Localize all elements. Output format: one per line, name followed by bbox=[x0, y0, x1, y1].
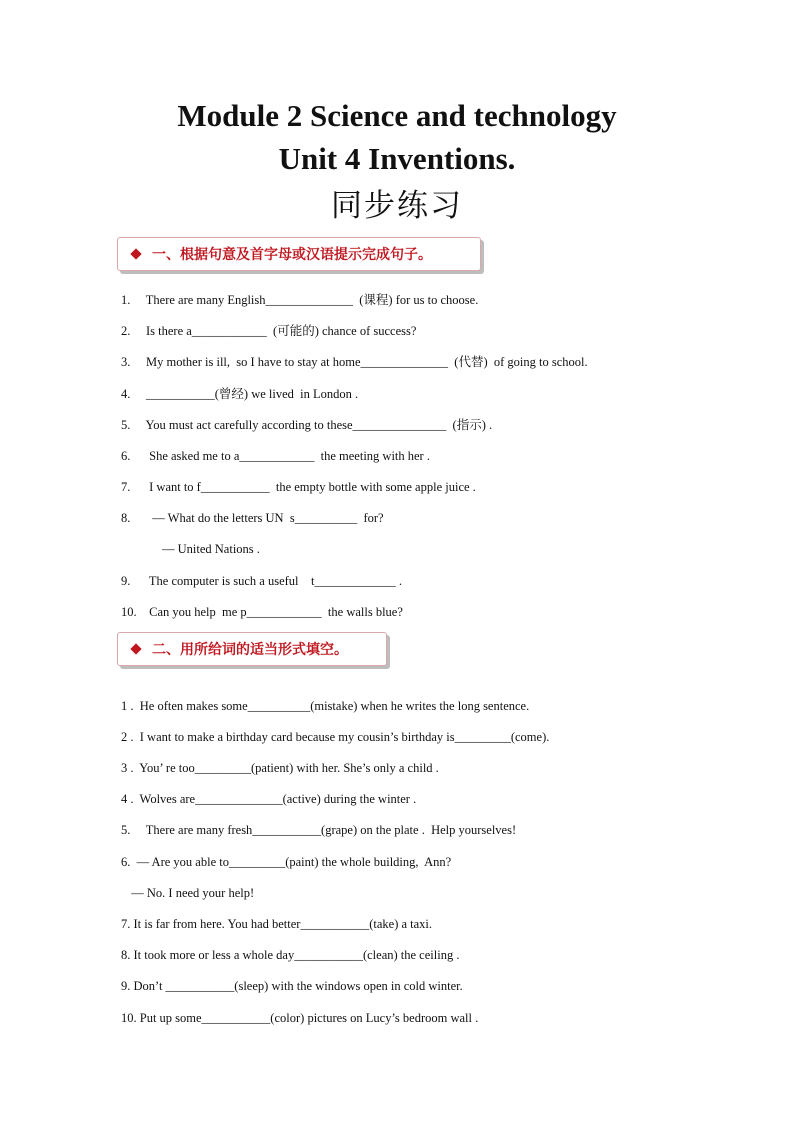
s1-question-2: 2. Is there a____________ (可能的) chance of success? bbox=[121, 324, 417, 338]
s1-question-7: 7. I want to f___________ the empty bottle with some apple juice . bbox=[121, 480, 476, 494]
s1-question-6: 6. She asked me to a____________ the meeting with her . bbox=[121, 449, 430, 463]
s2-question-7: 7. It is far from here. You had better___________(take) a taxi. bbox=[121, 917, 433, 931]
title-practice: 同步练习 bbox=[331, 188, 463, 224]
s2-question-8: 8. It took more or less a whole day___________(clean) the ceiling . bbox=[121, 948, 460, 962]
section-2-heading-text: 二、用所给词的适当形式填空。 bbox=[152, 642, 348, 658]
s2-question-9: 9. Don’t ___________(sleep) with the windows open in cold winter. bbox=[121, 979, 463, 993]
s2-question-6-answer: — No. I need your help! bbox=[125, 886, 255, 900]
s1-question-8: 8. — What do the letters UN s__________ for? bbox=[121, 511, 384, 525]
s1-question-10: 10. Can you help me p____________ the walls blue? bbox=[121, 605, 403, 619]
s1-question-5: 5. You must act carefully according to these_______________ (指示) . bbox=[121, 418, 493, 432]
diamond-bullet-icon bbox=[130, 248, 141, 259]
s1-question-4: 4. ___________(曾经) we lived in London . bbox=[121, 387, 359, 401]
s2-question-2: 2 . I want to make a birthday card because my cousin’s birthday is_________(come). bbox=[121, 730, 550, 744]
s1-question-9: 9. The computer is such a useful t_____________ . bbox=[121, 574, 402, 588]
section-1-heading-text: 一、根据句意及首字母或汉语提示完成句子。 bbox=[152, 247, 432, 263]
s1-question-3: 3. My mother is ill, so I have to stay at home______________ (代替) of going to school. bbox=[121, 355, 588, 369]
s2-question-5: 5. There are many fresh___________(grape) on the plate . Help yourselves! bbox=[121, 823, 517, 837]
title-module: Module 2 Science and technology bbox=[177, 98, 617, 133]
title-unit: Unit 4 Inventions. bbox=[278, 141, 516, 176]
diamond-bullet-icon bbox=[130, 643, 141, 654]
s2-question-3: 3 . You’ re too_________(patient) with her. She’s only a child . bbox=[121, 761, 439, 775]
section-1-heading bbox=[117, 237, 481, 271]
s2-question-1: 1 . He often makes some__________(mistake) when he writes the long sentence. bbox=[121, 699, 530, 713]
s1-question-1: 1. There are many English______________ (课程) for us to choose. bbox=[121, 293, 479, 307]
s2-question-10: 10. Put up some___________(color) pictures on Lucy’s bedroom wall . bbox=[121, 1011, 479, 1025]
section-2-heading bbox=[117, 632, 387, 666]
s2-question-6: 6. — Are you able to_________(paint) the whole building, Ann? bbox=[121, 855, 452, 869]
s1-question-8-answer: — United Nations . bbox=[162, 542, 260, 556]
s2-question-4: 4 . Wolves are______________(active) during the winter . bbox=[121, 792, 417, 806]
